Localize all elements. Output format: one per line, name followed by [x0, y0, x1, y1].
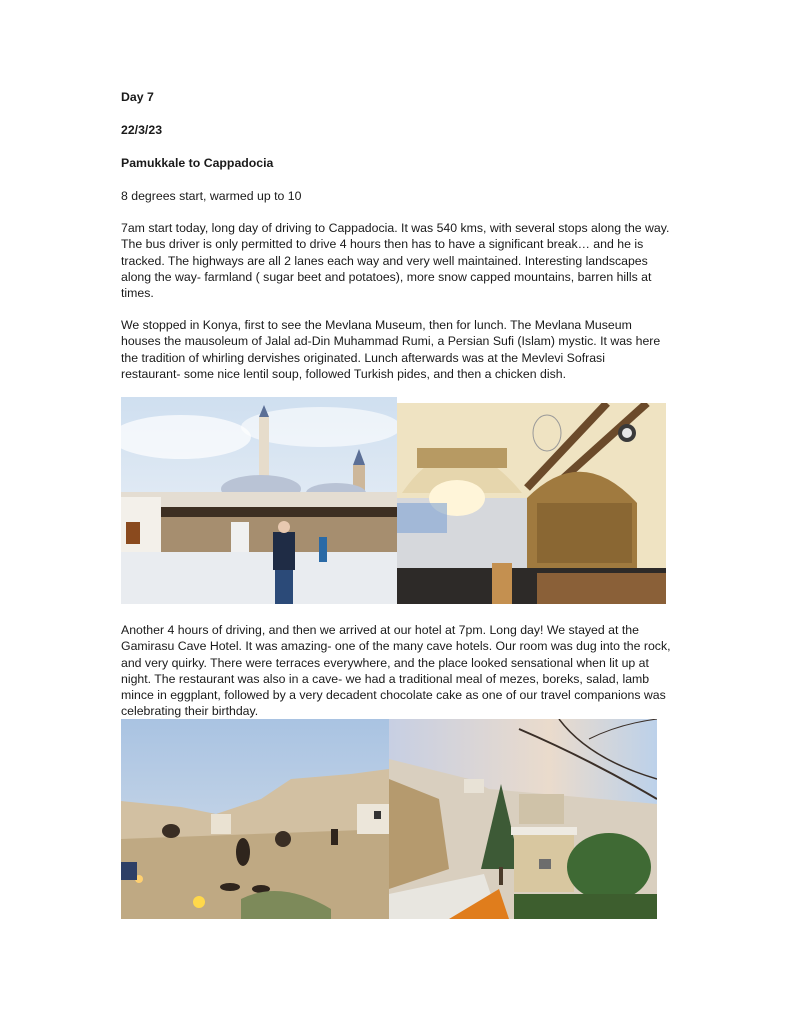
route-heading: Pamukkale to Cappadocia	[121, 156, 274, 170]
photo-cave-dwellings	[121, 719, 389, 919]
paragraph-line: Gamirasu Cave Hotel. It was amazing- one of the many cave hotels. Our room was dug into the rock,	[121, 639, 671, 654]
paragraph-line: tracked. The highways are all 2 lanes each way and very well maintained. Interesting landscapes	[121, 253, 648, 268]
paragraph-line: and very quirky. There were terraces everywhere, and the place looked sensational when lit up at	[121, 655, 649, 670]
paragraph-line: celebrating their birthday.	[121, 704, 259, 719]
date-heading: 22/3/23	[121, 123, 163, 137]
paragraph-line: 7am start today, long day of driving to Cappadocia. It was 540 kms, with several stops along the way.	[121, 221, 670, 235]
paragraph-line: houses the mausoleum of Jalal ad-Din Muhammad Rumi, a Persian Sufi (Islam) mystic. It was here	[121, 334, 661, 349]
paragraph-line: along the way- farmland ( sugar beet and potatoes), more snow capped mountains, barren hills at	[121, 269, 652, 284]
paragraph-line: Another 4 hours of driving, and then we arrived at our hotel at 7pm. Long day! We stayed at the	[121, 623, 639, 637]
paragraph-line: restaurant- some nice lentil soup, followed Turkish pides, and then a chicken dish.	[121, 366, 566, 381]
photo-mevlana-interior	[397, 403, 666, 604]
weather-line: 8 degrees start, warmed up to 10	[121, 189, 302, 203]
paragraph-line: The bus driver is only permitted to drive 4 hours then has to have a significant break… and he is	[121, 237, 644, 252]
photo-mevlana-courtyard	[121, 397, 397, 604]
paragraph-driving	[121, 220, 681, 301]
paragraph-line: night. The restaurant was also in a cave- we had a traditional meal of mezes, boreks, salad, lamb	[121, 671, 650, 686]
paragraph-line: mince in eggplant, followed by a very decadent chocolate cake as one of our travel companions was	[121, 688, 666, 703]
paragraph-line: the tradition of whirling dervishes originated. Lunch afterwards was at the Mevlevi Sofrasi	[121, 350, 605, 365]
paragraph-konya	[121, 317, 681, 382]
photo-hotel-garden	[389, 719, 657, 919]
day-heading: Day 7	[121, 90, 154, 104]
paragraph-line: times.	[121, 286, 154, 301]
paragraph-line: We stopped in Konya, first to see the Mevlana Museum, then for lunch. The Mevlana Museum	[121, 318, 632, 332]
paragraph-hotel	[121, 622, 681, 720]
